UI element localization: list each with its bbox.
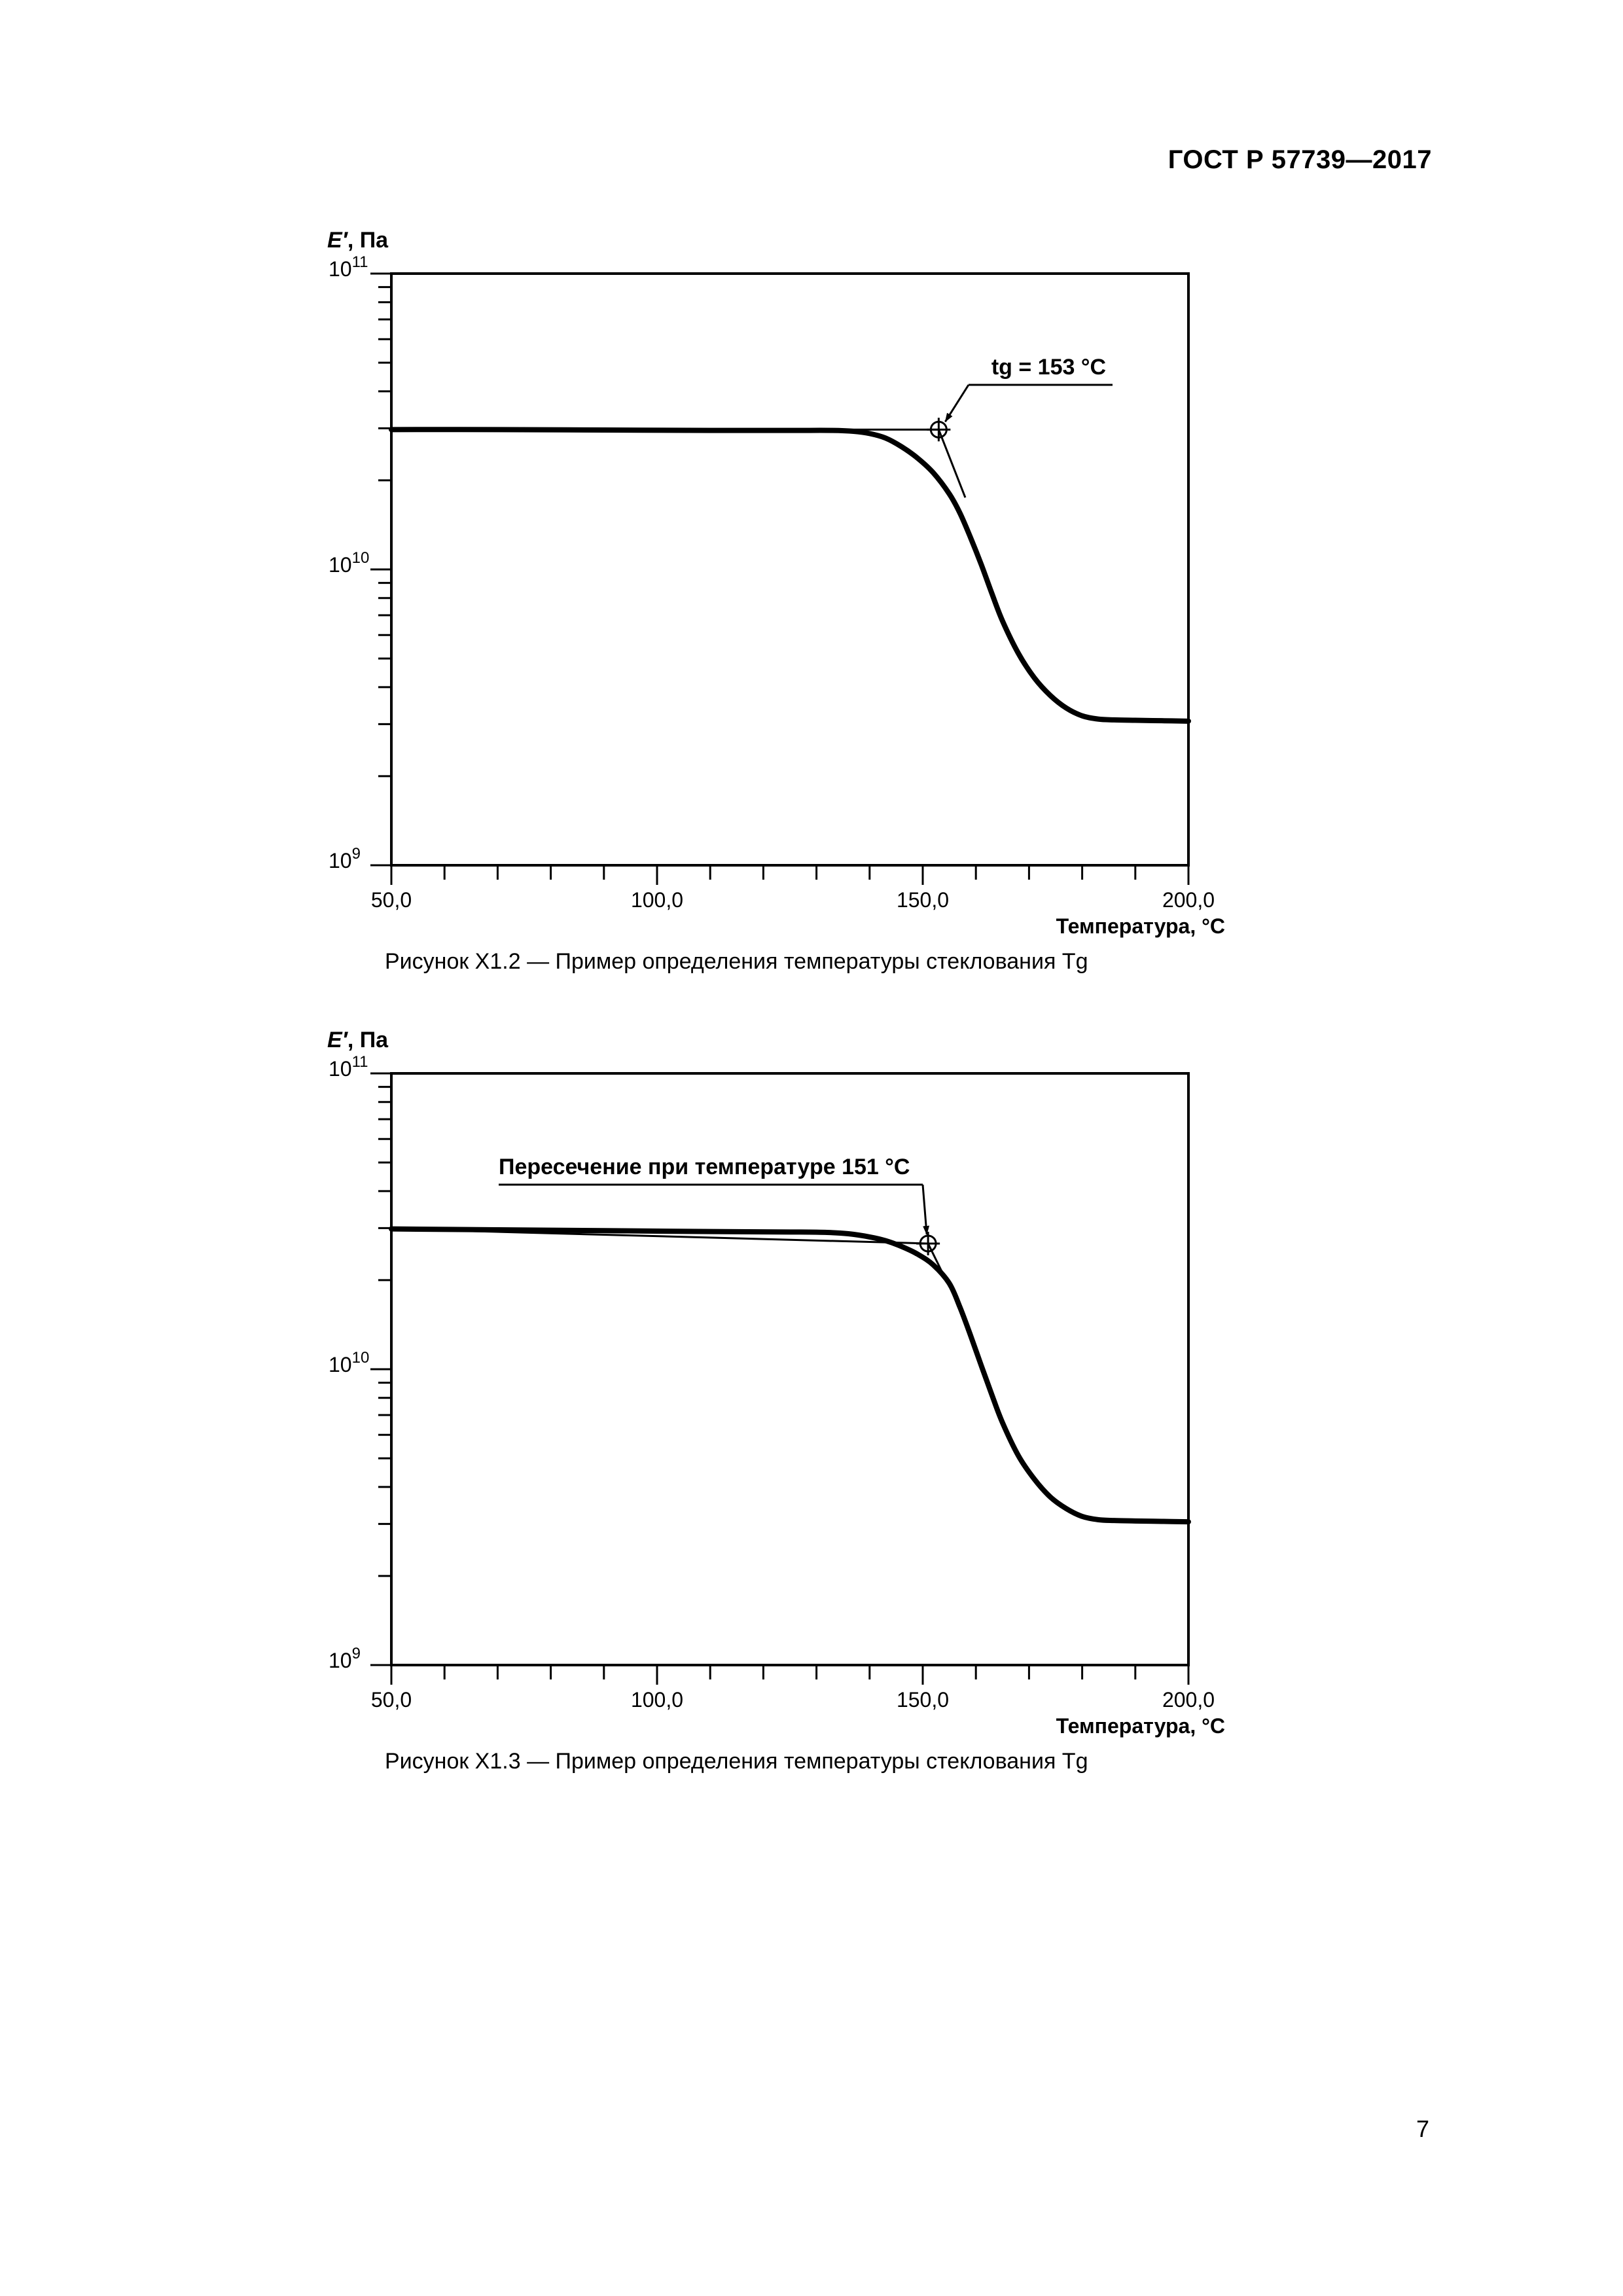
x-tick-label: 200,0 <box>1162 888 1215 912</box>
y-tick-label <box>329 549 369 577</box>
page-number: 7 <box>1416 2115 1429 2142</box>
figure-x1-2-chart <box>0 196 1623 949</box>
x-tick-label: 150,0 <box>896 1688 950 1712</box>
series-line <box>391 1229 1188 1522</box>
y-tick-label-base: 10 <box>329 257 352 281</box>
series-line <box>391 429 1188 721</box>
y-tick-label-exponent: 9 <box>351 1645 361 1662</box>
x-tick-label: 150,0 <box>896 888 950 912</box>
y-tick-label-base: 10 <box>329 1649 352 1672</box>
y-axis-symbol: E′ <box>327 1028 348 1052</box>
y-tick-label <box>329 1053 368 1081</box>
x-tick-label: 200,0 <box>1162 1688 1215 1712</box>
y-axis-unit: , Па <box>347 228 389 253</box>
figure-x1-3-caption: Рисунок X1.3 — Пример определения температуры стеклования Tg <box>385 1749 1088 1774</box>
document-standard-number: ГОСТ Р 57739—2017 <box>1168 145 1432 174</box>
y-tick-label-exponent: 9 <box>351 845 361 863</box>
y-axis-label <box>327 228 389 253</box>
figure-x1-3-chart <box>0 996 1623 1749</box>
x-axis-label: Температура, °C <box>1056 1714 1225 1738</box>
y-tick-label <box>329 1645 361 1672</box>
y-axis-unit: , Па <box>347 1028 389 1052</box>
y-tick-label-exponent: 10 <box>351 549 370 567</box>
y-tick-label <box>329 1349 369 1376</box>
y-tick-label-base: 10 <box>329 849 352 872</box>
y-tick-label-exponent: 11 <box>351 253 368 271</box>
y-axis-label <box>327 1028 389 1052</box>
y-axis-symbol: E′ <box>327 228 348 253</box>
y-tick-label <box>329 845 361 872</box>
figure-x1-2-caption: Рисунок X1.2 — Пример определения температуры стеклования Tg <box>385 949 1088 974</box>
y-tick-label-base: 10 <box>329 1057 352 1081</box>
y-tick-label-exponent: 10 <box>351 1349 370 1367</box>
y-tick-label <box>329 253 368 281</box>
x-tick-label: 50,0 <box>370 1688 412 1712</box>
annotation-arrow <box>945 385 969 422</box>
y-tick-label-base: 10 <box>329 553 352 577</box>
annotation-label: Пересечение при температуре 151 °C <box>499 1155 910 1179</box>
x-tick-label: 100,0 <box>630 888 684 912</box>
y-tick-label-base: 10 <box>329 1353 352 1376</box>
x-axis-label: Температура, °C <box>1056 914 1225 938</box>
annotation-arrow <box>923 1185 927 1234</box>
y-tick-label-exponent: 11 <box>351 1053 368 1071</box>
x-tick-label: 50,0 <box>370 888 412 912</box>
annotation-label: tg = 153 °C <box>991 355 1106 380</box>
x-tick-label: 100,0 <box>630 1688 684 1712</box>
